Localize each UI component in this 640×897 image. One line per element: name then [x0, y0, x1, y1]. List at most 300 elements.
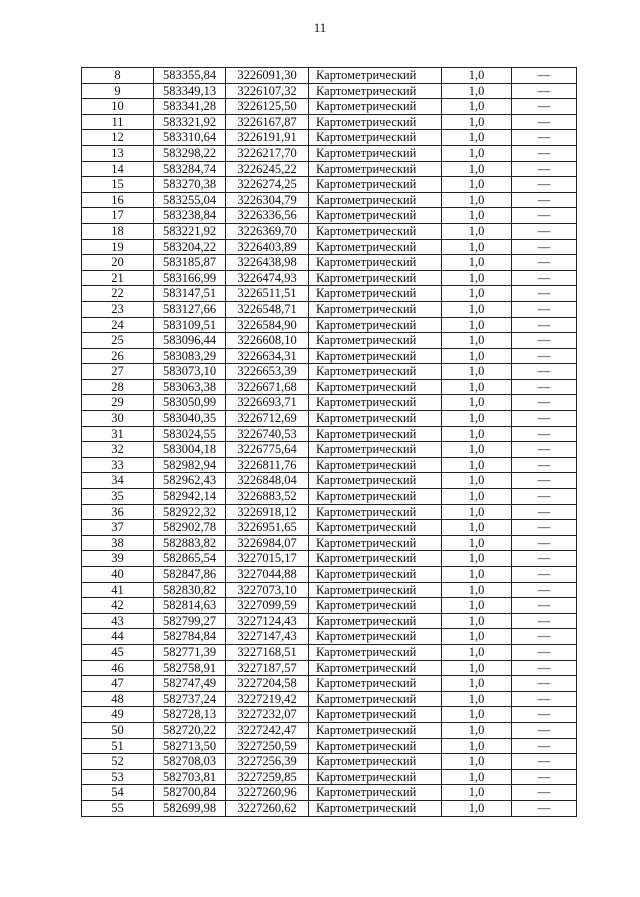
point-number-cell: 19 [82, 239, 154, 255]
accuracy-cell: 1,0 [442, 722, 512, 738]
table-row [82, 754, 577, 770]
accuracy-cell: 1,0 [442, 707, 512, 723]
method-cell: Картометрический [309, 567, 442, 583]
table-row [82, 567, 577, 583]
note-cell: — [512, 785, 577, 801]
table-row [82, 379, 577, 395]
point-number-cell: 21 [82, 270, 154, 286]
method-cell: Картометрический [309, 286, 442, 302]
y-coordinate-cell: 3226775,64 [226, 442, 309, 458]
table-row [82, 130, 577, 146]
method-cell: Картометрический [309, 161, 442, 177]
method-cell: Картометрический [309, 442, 442, 458]
table-row [82, 208, 577, 224]
y-coordinate-cell: 3226848,04 [226, 473, 309, 489]
y-coordinate-cell: 3226548,71 [226, 301, 309, 317]
note-cell: — [512, 68, 577, 84]
y-coordinate-cell: 3226107,32 [226, 83, 309, 99]
note-cell: — [512, 769, 577, 785]
point-number-cell: 47 [82, 676, 154, 692]
method-cell: Картометрический [309, 177, 442, 193]
point-number-cell: 17 [82, 208, 154, 224]
note-cell: — [512, 145, 577, 161]
accuracy-cell: 1,0 [442, 317, 512, 333]
method-cell: Картометрический [309, 223, 442, 239]
method-cell: Картометрический [309, 504, 442, 520]
point-number-cell: 51 [82, 738, 154, 754]
accuracy-cell: 1,0 [442, 582, 512, 598]
accuracy-cell: 1,0 [442, 426, 512, 442]
note-cell: — [512, 301, 577, 317]
x-coordinate-cell: 583147,51 [154, 286, 226, 302]
method-cell: Картометрический [309, 317, 442, 333]
accuracy-cell: 1,0 [442, 145, 512, 161]
y-coordinate-cell: 3227232,07 [226, 707, 309, 723]
table-row [82, 333, 577, 349]
point-number-cell: 46 [82, 660, 154, 676]
accuracy-cell: 1,0 [442, 644, 512, 660]
method-cell: Картометрический [309, 582, 442, 598]
note-cell: — [512, 551, 577, 567]
table-row [82, 177, 577, 193]
x-coordinate-cell: 583073,10 [154, 364, 226, 380]
note-cell: — [512, 239, 577, 255]
note-cell: — [512, 473, 577, 489]
note-cell: — [512, 255, 577, 271]
x-coordinate-cell: 583341,28 [154, 99, 226, 115]
method-cell: Картометрический [309, 364, 442, 380]
accuracy-cell: 1,0 [442, 177, 512, 193]
note-cell: — [512, 426, 577, 442]
point-number-cell: 32 [82, 442, 154, 458]
y-coordinate-cell: 3227099,59 [226, 598, 309, 614]
x-coordinate-cell: 582728,13 [154, 707, 226, 723]
method-cell: Картометрический [309, 114, 442, 130]
table-row [82, 457, 577, 473]
point-number-cell: 34 [82, 473, 154, 489]
method-cell: Картометрический [309, 83, 442, 99]
x-coordinate-cell: 582720,22 [154, 722, 226, 738]
x-coordinate-cell: 582708,03 [154, 754, 226, 770]
x-coordinate-cell: 582700,84 [154, 785, 226, 801]
y-coordinate-cell: 3226883,52 [226, 489, 309, 505]
method-cell: Картометрический [309, 691, 442, 707]
x-coordinate-cell: 583096,44 [154, 333, 226, 349]
accuracy-cell: 1,0 [442, 130, 512, 146]
method-cell: Картометрический [309, 426, 442, 442]
y-coordinate-cell: 3226584,90 [226, 317, 309, 333]
note-cell: — [512, 582, 577, 598]
accuracy-cell: 1,0 [442, 99, 512, 115]
accuracy-cell: 1,0 [442, 520, 512, 536]
method-cell: Картометрический [309, 800, 442, 816]
x-coordinate-cell: 583204,22 [154, 239, 226, 255]
x-coordinate-cell: 582703,81 [154, 769, 226, 785]
method-cell: Картометрический [309, 489, 442, 505]
x-coordinate-cell: 583349,13 [154, 83, 226, 99]
point-number-cell: 25 [82, 333, 154, 349]
accuracy-cell: 1,0 [442, 239, 512, 255]
x-coordinate-cell: 583166,99 [154, 270, 226, 286]
method-cell: Картометрический [309, 457, 442, 473]
method-cell: Картометрический [309, 270, 442, 286]
note-cell: — [512, 457, 577, 473]
x-coordinate-cell: 583185,87 [154, 255, 226, 271]
x-coordinate-cell: 582902,78 [154, 520, 226, 536]
y-coordinate-cell: 3226608,10 [226, 333, 309, 349]
x-coordinate-cell: 582799,27 [154, 613, 226, 629]
point-number-cell: 26 [82, 348, 154, 364]
x-coordinate-cell: 582830,82 [154, 582, 226, 598]
method-cell: Картометрический [309, 754, 442, 770]
y-coordinate-cell: 3227168,51 [226, 644, 309, 660]
table-row [82, 504, 577, 520]
x-coordinate-cell: 582883,82 [154, 535, 226, 551]
note-cell: — [512, 161, 577, 177]
y-coordinate-cell: 3226811,76 [226, 457, 309, 473]
y-coordinate-cell: 3227259,85 [226, 769, 309, 785]
table-row [82, 395, 577, 411]
note-cell: — [512, 286, 577, 302]
page-number: 11 [313, 20, 327, 35]
table-row [82, 364, 577, 380]
point-number-cell: 42 [82, 598, 154, 614]
y-coordinate-cell: 3226712,69 [226, 411, 309, 427]
x-coordinate-cell: 582758,91 [154, 660, 226, 676]
point-number-cell: 31 [82, 426, 154, 442]
note-cell: — [512, 348, 577, 364]
table-row [82, 785, 577, 801]
x-coordinate-cell: 582814,63 [154, 598, 226, 614]
table-row [82, 582, 577, 598]
accuracy-cell: 1,0 [442, 567, 512, 583]
y-coordinate-cell: 3226304,79 [226, 192, 309, 208]
method-cell: Картометрический [309, 535, 442, 551]
y-coordinate-cell: 3226403,89 [226, 239, 309, 255]
y-coordinate-cell: 3226951,65 [226, 520, 309, 536]
x-coordinate-cell: 582747,49 [154, 676, 226, 692]
y-coordinate-cell: 3226671,68 [226, 379, 309, 395]
y-coordinate-cell: 3226091,30 [226, 68, 309, 84]
point-number-cell: 50 [82, 722, 154, 738]
accuracy-cell: 1,0 [442, 255, 512, 271]
table-row [82, 255, 577, 271]
note-cell: — [512, 223, 577, 239]
note-cell: — [512, 520, 577, 536]
point-number-cell: 45 [82, 644, 154, 660]
method-cell: Картометрический [309, 255, 442, 271]
accuracy-cell: 1,0 [442, 442, 512, 458]
method-cell: Картометрический [309, 722, 442, 738]
x-coordinate-cell: 583063,38 [154, 379, 226, 395]
y-coordinate-cell: 3226191,91 [226, 130, 309, 146]
table-row [82, 629, 577, 645]
x-coordinate-cell: 583270,38 [154, 177, 226, 193]
table-row [82, 660, 577, 676]
method-cell: Картометрический [309, 769, 442, 785]
table-row [82, 270, 577, 286]
table-row [82, 161, 577, 177]
x-coordinate-cell: 582962,43 [154, 473, 226, 489]
y-coordinate-cell: 3227147,43 [226, 629, 309, 645]
table-row [82, 99, 577, 115]
x-coordinate-cell: 582982,94 [154, 457, 226, 473]
y-coordinate-cell: 3227073,10 [226, 582, 309, 598]
x-coordinate-cell: 583310,64 [154, 130, 226, 146]
note-cell: — [512, 317, 577, 333]
accuracy-cell: 1,0 [442, 785, 512, 801]
table-row [82, 114, 577, 130]
note-cell: — [512, 567, 577, 583]
coordinates-table [81, 67, 577, 817]
y-coordinate-cell: 3226984,07 [226, 535, 309, 551]
x-coordinate-cell: 583321,92 [154, 114, 226, 130]
method-cell: Картометрический [309, 707, 442, 723]
x-coordinate-cell: 583355,84 [154, 68, 226, 84]
accuracy-cell: 1,0 [442, 676, 512, 692]
point-number-cell: 14 [82, 161, 154, 177]
point-number-cell: 33 [82, 457, 154, 473]
y-coordinate-cell: 3227124,43 [226, 613, 309, 629]
x-coordinate-cell: 582771,39 [154, 644, 226, 660]
y-coordinate-cell: 3227250,59 [226, 738, 309, 754]
point-number-cell: 39 [82, 551, 154, 567]
point-number-cell: 41 [82, 582, 154, 598]
y-coordinate-cell: 3226511,51 [226, 286, 309, 302]
y-coordinate-cell: 3227015,17 [226, 551, 309, 567]
table-row [82, 286, 577, 302]
note-cell: — [512, 629, 577, 645]
note-cell: — [512, 442, 577, 458]
table-row [82, 535, 577, 551]
point-number-cell: 40 [82, 567, 154, 583]
method-cell: Картометрический [309, 301, 442, 317]
method-cell: Картометрический [309, 395, 442, 411]
table-row [82, 738, 577, 754]
y-coordinate-cell: 3226693,71 [226, 395, 309, 411]
table-row [82, 301, 577, 317]
accuracy-cell: 1,0 [442, 769, 512, 785]
point-number-cell: 23 [82, 301, 154, 317]
point-number-cell: 29 [82, 395, 154, 411]
method-cell: Картометрический [309, 348, 442, 364]
x-coordinate-cell: 583109,51 [154, 317, 226, 333]
y-coordinate-cell: 3227044,88 [226, 567, 309, 583]
note-cell: — [512, 644, 577, 660]
point-number-cell: 37 [82, 520, 154, 536]
method-cell: Картометрический [309, 644, 442, 660]
note-cell: — [512, 707, 577, 723]
method-cell: Картометрический [309, 785, 442, 801]
accuracy-cell: 1,0 [442, 161, 512, 177]
note-cell: — [512, 504, 577, 520]
table-row [82, 473, 577, 489]
point-number-cell: 13 [82, 145, 154, 161]
note-cell: — [512, 333, 577, 349]
x-coordinate-cell: 583024,55 [154, 426, 226, 442]
point-number-cell: 12 [82, 130, 154, 146]
accuracy-cell: 1,0 [442, 411, 512, 427]
note-cell: — [512, 83, 577, 99]
note-cell: — [512, 535, 577, 551]
y-coordinate-cell: 3226918,12 [226, 504, 309, 520]
y-coordinate-cell: 3226740,53 [226, 426, 309, 442]
accuracy-cell: 1,0 [442, 457, 512, 473]
table-row [82, 800, 577, 816]
point-number-cell: 43 [82, 613, 154, 629]
coordinates-table-body [82, 68, 577, 817]
point-number-cell: 11 [82, 114, 154, 130]
note-cell: — [512, 691, 577, 707]
y-coordinate-cell: 3226274,25 [226, 177, 309, 193]
x-coordinate-cell: 582784,84 [154, 629, 226, 645]
table-row [82, 613, 577, 629]
accuracy-cell: 1,0 [442, 348, 512, 364]
y-coordinate-cell: 3227260,96 [226, 785, 309, 801]
point-number-cell: 27 [82, 364, 154, 380]
table-row [82, 223, 577, 239]
method-cell: Картометрический [309, 551, 442, 567]
point-number-cell: 52 [82, 754, 154, 770]
accuracy-cell: 1,0 [442, 551, 512, 567]
point-number-cell: 53 [82, 769, 154, 785]
y-coordinate-cell: 3226474,93 [226, 270, 309, 286]
table-row [82, 769, 577, 785]
point-number-cell: 55 [82, 800, 154, 816]
x-coordinate-cell: 582699,98 [154, 800, 226, 816]
table-row [82, 676, 577, 692]
x-coordinate-cell: 583083,29 [154, 348, 226, 364]
point-number-cell: 49 [82, 707, 154, 723]
point-number-cell: 9 [82, 83, 154, 99]
accuracy-cell: 1,0 [442, 286, 512, 302]
method-cell: Картометрический [309, 676, 442, 692]
accuracy-cell: 1,0 [442, 270, 512, 286]
table-row [82, 520, 577, 536]
accuracy-cell: 1,0 [442, 629, 512, 645]
note-cell: — [512, 114, 577, 130]
x-coordinate-cell: 583221,92 [154, 223, 226, 239]
note-cell: — [512, 754, 577, 770]
y-coordinate-cell: 3226653,39 [226, 364, 309, 380]
point-number-cell: 54 [82, 785, 154, 801]
y-coordinate-cell: 3227219,42 [226, 691, 309, 707]
table-row [82, 551, 577, 567]
point-number-cell: 24 [82, 317, 154, 333]
y-coordinate-cell: 3227204,58 [226, 676, 309, 692]
y-coordinate-cell: 3226245,22 [226, 161, 309, 177]
accuracy-cell: 1,0 [442, 223, 512, 239]
point-number-cell: 16 [82, 192, 154, 208]
note-cell: — [512, 722, 577, 738]
x-coordinate-cell: 583127,66 [154, 301, 226, 317]
accuracy-cell: 1,0 [442, 192, 512, 208]
method-cell: Картометрический [309, 629, 442, 645]
x-coordinate-cell: 583050,99 [154, 395, 226, 411]
accuracy-cell: 1,0 [442, 114, 512, 130]
note-cell: — [512, 270, 577, 286]
y-coordinate-cell: 3227187,57 [226, 660, 309, 676]
y-coordinate-cell: 3226125,50 [226, 99, 309, 115]
point-number-cell: 30 [82, 411, 154, 427]
accuracy-cell: 1,0 [442, 598, 512, 614]
table-row [82, 707, 577, 723]
y-coordinate-cell: 3226336,56 [226, 208, 309, 224]
point-number-cell: 22 [82, 286, 154, 302]
accuracy-cell: 1,0 [442, 395, 512, 411]
y-coordinate-cell: 3227260,62 [226, 800, 309, 816]
y-coordinate-cell: 3226217,70 [226, 145, 309, 161]
x-coordinate-cell: 582922,32 [154, 504, 226, 520]
accuracy-cell: 1,0 [442, 301, 512, 317]
method-cell: Картометрический [309, 520, 442, 536]
accuracy-cell: 1,0 [442, 535, 512, 551]
table-row [82, 145, 577, 161]
point-number-cell: 36 [82, 504, 154, 520]
table-row [82, 83, 577, 99]
method-cell: Картометрический [309, 411, 442, 427]
method-cell: Картометрический [309, 660, 442, 676]
note-cell: — [512, 192, 577, 208]
method-cell: Картометрический [309, 598, 442, 614]
table-row [82, 442, 577, 458]
accuracy-cell: 1,0 [442, 473, 512, 489]
table-row [82, 192, 577, 208]
point-number-cell: 8 [82, 68, 154, 84]
method-cell: Картометрический [309, 145, 442, 161]
note-cell: — [512, 395, 577, 411]
note-cell: — [512, 598, 577, 614]
table-row [82, 68, 577, 84]
table-row [82, 691, 577, 707]
point-number-cell: 44 [82, 629, 154, 645]
table-row [82, 598, 577, 614]
accuracy-cell: 1,0 [442, 504, 512, 520]
note-cell: — [512, 99, 577, 115]
method-cell: Картометрический [309, 379, 442, 395]
x-coordinate-cell: 582713,50 [154, 738, 226, 754]
x-coordinate-cell: 583255,04 [154, 192, 226, 208]
method-cell: Картометрический [309, 99, 442, 115]
y-coordinate-cell: 3226369,70 [226, 223, 309, 239]
table-row [82, 489, 577, 505]
accuracy-cell: 1,0 [442, 364, 512, 380]
note-cell: — [512, 676, 577, 692]
accuracy-cell: 1,0 [442, 754, 512, 770]
y-coordinate-cell: 3226438,98 [226, 255, 309, 271]
accuracy-cell: 1,0 [442, 691, 512, 707]
table-row [82, 411, 577, 427]
method-cell: Картометрический [309, 613, 442, 629]
x-coordinate-cell: 582737,24 [154, 691, 226, 707]
method-cell: Картометрический [309, 239, 442, 255]
point-number-cell: 15 [82, 177, 154, 193]
accuracy-cell: 1,0 [442, 333, 512, 349]
note-cell: — [512, 738, 577, 754]
note-cell: — [512, 130, 577, 146]
point-number-cell: 10 [82, 99, 154, 115]
x-coordinate-cell: 582942,14 [154, 489, 226, 505]
y-coordinate-cell: 3227256,39 [226, 754, 309, 770]
accuracy-cell: 1,0 [442, 800, 512, 816]
method-cell: Картометрический [309, 473, 442, 489]
accuracy-cell: 1,0 [442, 68, 512, 84]
method-cell: Картометрический [309, 130, 442, 146]
note-cell: — [512, 613, 577, 629]
accuracy-cell: 1,0 [442, 613, 512, 629]
x-coordinate-cell: 582847,86 [154, 567, 226, 583]
table-row [82, 239, 577, 255]
